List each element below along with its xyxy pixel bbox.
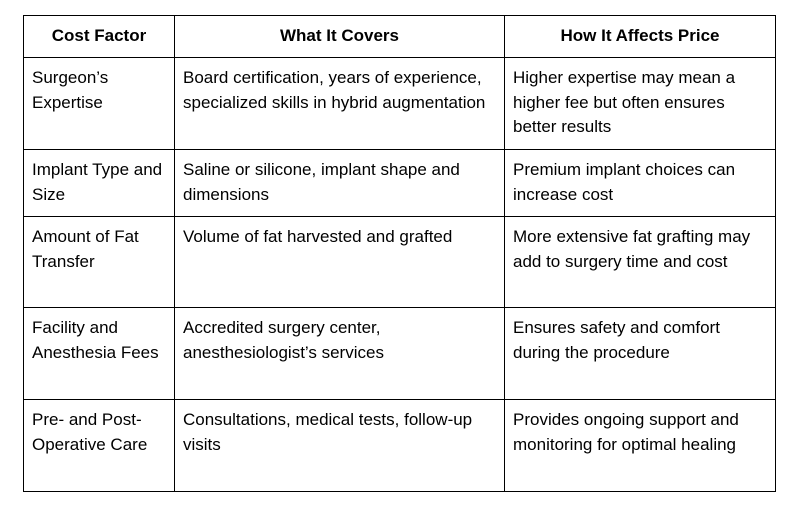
cell-what-it-covers: Saline or silicone, implant shape and dimensions [175,150,505,217]
header-how-it-affects-price: How It Affects Price [505,16,776,58]
table-row [24,217,776,308]
cell-price-effect: Provides ongoing support and monitoring for optimal healing [505,400,776,492]
header-what-it-covers: What It Covers [175,16,505,58]
cell-what-it-covers: Consultations, medical tests, follow-up visits [175,400,505,492]
cell-price-effect: More extensive fat grafting may add to surgery time and cost [505,217,776,308]
cell-what-it-covers: Board certification, years of experience, specialized skills in hybrid augmentation [175,58,505,150]
cell-cost-factor: Facility and Anesthesia Fees [24,308,175,400]
cost-factor-table [23,15,776,492]
table-row [24,400,776,492]
cell-price-effect: Premium implant choices can increase cost [505,150,776,217]
cell-what-it-covers: Accredited surgery center, anesthesiologist’s services [175,308,505,400]
table-row [24,308,776,400]
table-header-row [24,16,776,58]
cell-cost-factor: Pre- and Post-Operative Care [24,400,175,492]
table-row [24,150,776,217]
cell-cost-factor: Surgeon’s Expertise [24,58,175,150]
cell-price-effect: Higher expertise may mean a higher fee but often ensures better results [505,58,776,150]
cell-cost-factor: Implant Type and Size [24,150,175,217]
cell-what-it-covers: Volume of fat harvested and grafted [175,217,505,308]
table-row [24,58,776,150]
header-cost-factor: Cost Factor [24,16,175,58]
cell-price-effect: Ensures safety and comfort during the procedure [505,308,776,400]
cell-cost-factor: Amount of Fat Transfer [24,217,175,308]
